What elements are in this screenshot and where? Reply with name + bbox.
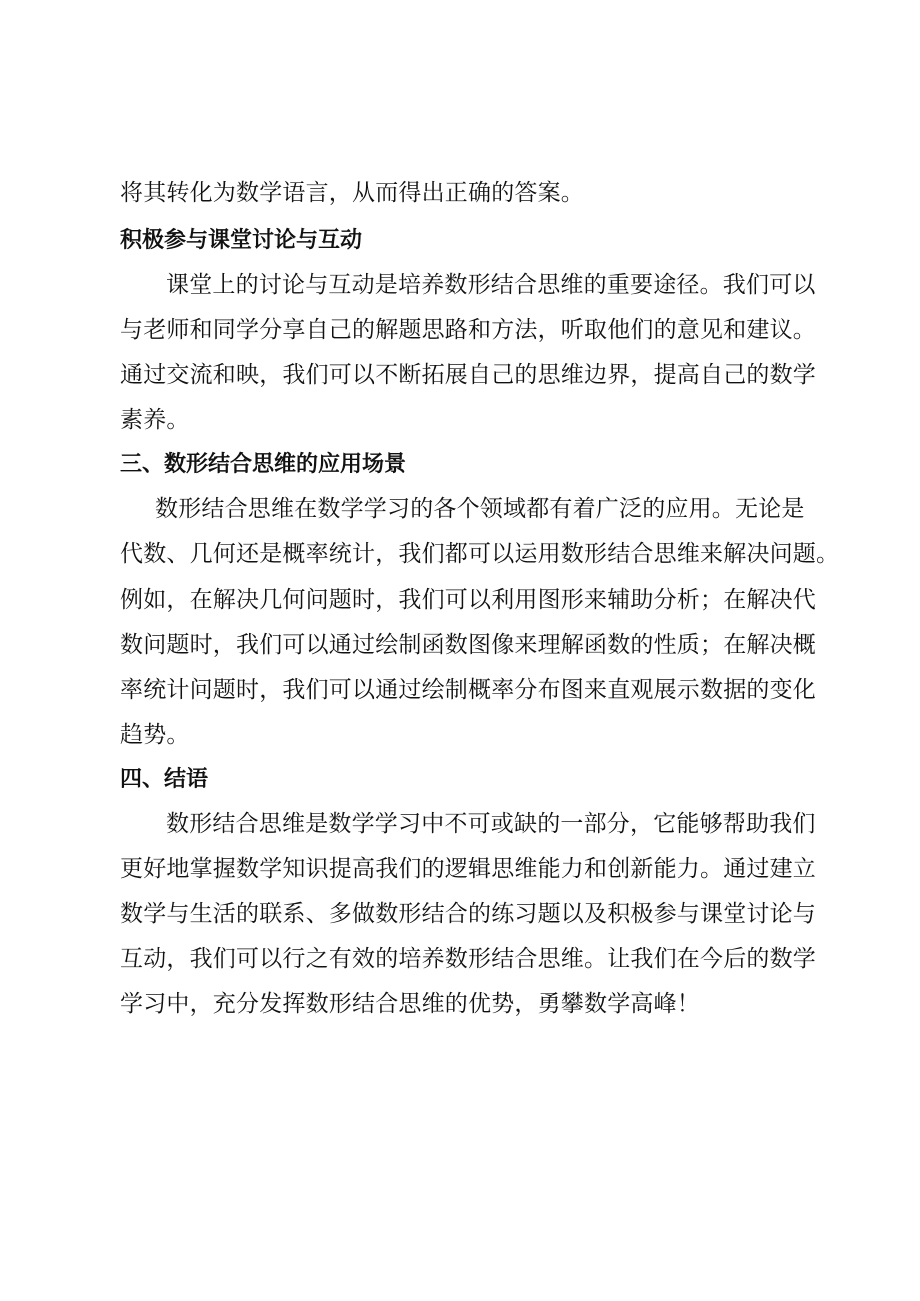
paragraph-applications-line: 率统计问题时，我们可以通过绘制概率分布图来直观展示数据的变化 [120, 677, 816, 703]
paragraph-conclusion-line: 学习中，充分发挥数形结合思维的优势，勇攀数学高峰！ [120, 991, 700, 1017]
paragraph-applications-line: 趋势。 [120, 722, 190, 748]
paragraph-applications-line: 数问题时，我们可以通过绘制函数图像来理解函数的性质；在解决概 [120, 632, 816, 658]
paragraph-participation-line: 课堂上的讨论与互动是培养数形结合思维的重要途径。我们可以 [166, 272, 816, 298]
paragraph-conclusion-line: 数形结合思维是数学学习中不可或缺的一部分，它能够帮助我们 [166, 811, 816, 837]
paragraph-continuation-line: 将其转化为数学语言，从而得出正确的答案。 [120, 180, 584, 206]
paragraph-participation-line: 与老师和同学分享自己的解题思路和方法，听取他们的意见和建议。 [120, 317, 816, 343]
paragraph-participation-line: 通过交流和映，我们可以不断拓展自己的思维边界，提高自己的数学 [120, 362, 816, 388]
paragraph-applications-line: 数形结合思维在数学学习的各个领域都有着广泛的应用。无论是 [155, 496, 805, 522]
subheading-classroom-participation: 积极参与课堂讨论与互动 [120, 228, 363, 253]
paragraph-conclusion-line: 更好地掌握数学知识提高我们的逻辑思维能力和创新能力。通过建立 [120, 856, 816, 882]
paragraph-participation-line: 素养。 [120, 407, 190, 433]
paragraph-applications-line: 代数、几何还是概率统计，我们都可以运用数形结合思维来解决问题。 [120, 541, 840, 567]
paragraph-conclusion-line: 数学与生活的联系、多做数形结合的练习题以及积极参与课堂讨论与 [120, 901, 816, 927]
section-heading-conclusion: 四、结语 [120, 767, 209, 792]
section-heading-applications: 三、数形结合思维的应用场景 [120, 452, 407, 477]
paragraph-conclusion-line: 互动，我们可以行之有效的培养数形结合思维。让我们在今后的数学 [120, 946, 816, 972]
paragraph-applications-line: 例如，在解决几何问题时，我们可以利用图形来辅助分析；在解决代 [120, 587, 816, 613]
